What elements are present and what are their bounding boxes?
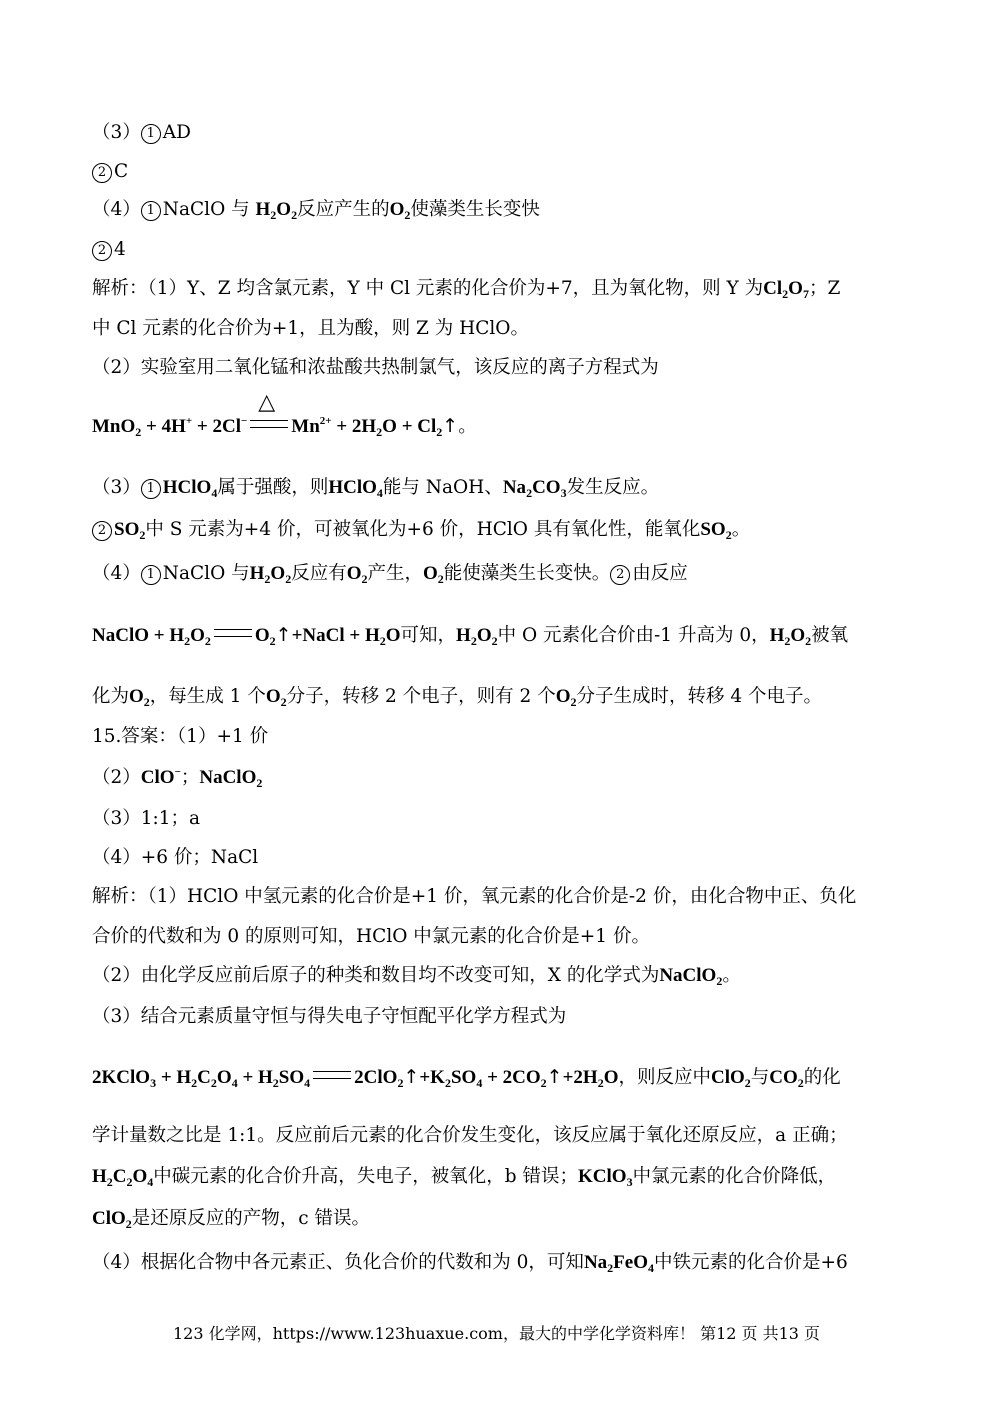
text: 中碳元素的化合价升高，失电子，被氧化，b 错误； [153, 1166, 579, 1187]
circled-number: 2 [92, 241, 112, 261]
circled-number: 1 [141, 565, 161, 585]
formula-h2o2: $H_2O_2$ [249, 563, 292, 586]
formula-so2: $SO_2$ [114, 519, 146, 542]
circled-number: 1 [141, 479, 161, 499]
analysis-15-2 [92, 964, 741, 988]
formula-h2o2: $H_2O_2$ [769, 625, 812, 648]
formula-h2c2o4: $H_2C_2O_4$ [92, 1166, 154, 1189]
analysis-1-cont: 中 Cl 元素的化合价为+1，且为酸，则 Z 为 HClO。 [92, 318, 529, 339]
analysis-4-cont [92, 685, 822, 709]
formula-naclo2: NaClO$_2$ [199, 767, 263, 790]
formula-equation: MnO$_2$ + 4H+ + 2Cl− △ $Mn^{2+} + 2H_2O$ + $Cl_2↑$ [92, 390, 459, 439]
delta-icon: △ [258, 390, 276, 415]
formula-na2feo4: $Na_2FeO_4$ [583, 1252, 654, 1275]
text: 属于强酸，则 [217, 477, 329, 498]
formula-hclo4: HClO$_4$ [328, 477, 383, 500]
analysis-4 [92, 562, 688, 586]
text: ，每生成 1 个 [149, 686, 266, 707]
analysis-3 [92, 476, 659, 500]
up-arrow-icon: ↑ [275, 624, 292, 646]
page-footer: 123 化学网，https://www.123huaxue.com，最大的中学化学资料库！ 第12 页 共13 页 [172, 1324, 821, 1343]
text: 分子生成时，转移 4 个电子。 [576, 686, 823, 707]
circled-number: 2 [610, 565, 630, 585]
formula-kclo3: KClO$_3$ [578, 1166, 633, 1189]
formula-cl2o7: $Cl_2O_7$ [763, 278, 809, 301]
formula-h2o2: $H_2O_2$ [255, 199, 298, 222]
formula-equation: NaClO + $H_2O_2$ $O_2↑+NaCl + H_2O$ [92, 624, 401, 648]
formula-equation: 2KClO$_3$ + $H_2C_2O_4 + H_2SO_4$ $2ClO_2↑+K_2SO_4$ + $2CO_2↑+2H_2O$ [92, 1066, 619, 1090]
circled-number: 2 [92, 521, 112, 541]
equation-naclo [92, 623, 848, 648]
analysis-15-3-cont: 学计量数之比是 1:1。反应前后元素的化合价发生变化，该反应属于氧化还原反应，a 正确； [92, 1125, 848, 1146]
text: 反应产生的 [297, 199, 390, 220]
heating-equals-sign [250, 390, 288, 428]
formula-o2: $O_2$ [346, 563, 368, 586]
text: 能与 NaOH、 [382, 477, 503, 498]
circled-number: 1 [141, 124, 161, 144]
circled-number: 2 [92, 163, 112, 183]
formula-h2o2: $H_2O_2$ [456, 625, 498, 648]
text: ； [180, 767, 200, 788]
text: 化为 [92, 686, 130, 707]
text: 分子，转移 2 个电子，则有 2 个 [286, 686, 556, 707]
answer-3-2 [92, 160, 128, 184]
text: 中 O 元素化合价由-1 升高为 0， [497, 625, 770, 646]
circled-number: 1 [141, 201, 161, 221]
equation-mno2 [92, 390, 477, 439]
equals-sign [214, 629, 252, 637]
analysis-15-3-c [92, 1207, 370, 1231]
formula-o2: $O_2$ [265, 686, 287, 709]
formula-o2: $O_2$ [389, 199, 411, 222]
text: ；Z [808, 278, 841, 299]
text: （3） [92, 477, 141, 498]
text: 发生反应。 [566, 477, 660, 498]
text: 被氧 [811, 625, 849, 646]
up-arrow-icon: ↑ [442, 415, 459, 437]
text: 使藻类生长变快 [410, 199, 540, 220]
text: ，则反应中 [618, 1067, 711, 1088]
formula-na2co3: $Na_2CO_3$ [502, 477, 567, 500]
formula-hclo4: HClO$_4$ [162, 477, 218, 500]
text: 。 [722, 965, 741, 986]
up-arrow-icon: ↑ [403, 1066, 420, 1088]
text: （2） [92, 767, 141, 788]
text: 可知， [400, 625, 457, 646]
text: 的化 [803, 1067, 841, 1088]
text: 。 [458, 416, 477, 437]
analysis-15-4 [92, 1251, 848, 1275]
text: 4 [114, 239, 126, 260]
analysis-15-3-b [92, 1165, 836, 1189]
answer-15-3: （3）1:1；a [92, 808, 201, 829]
formula-co2: $CO_2$ [769, 1067, 804, 1090]
text: 产生， [367, 563, 423, 584]
formula-so2: $SO_2$ [700, 519, 732, 542]
text: （2）由化学反应前后原子的种类和数目均不改变可知，X 的化学式为 [92, 965, 660, 986]
equation-kclo3 [92, 1065, 841, 1090]
analysis-15-3: （3）结合元素质量守恒与得失电子守恒配平化学方程式为 [92, 1006, 567, 1027]
text: NaClO 与 [162, 563, 250, 584]
answer-15-1: 15.答案：（1）+1 价 [92, 726, 269, 747]
text: C [114, 161, 129, 182]
analysis-3-2 [92, 518, 750, 542]
answer-4 [92, 198, 540, 222]
text: NaClO 与 [162, 199, 250, 220]
formula-o2: $O_2$ [555, 686, 577, 709]
formula-clo-ion: ClO− [140, 766, 181, 788]
analysis-1 [92, 277, 840, 301]
text: （4） [92, 563, 141, 584]
equals-sign [313, 1071, 351, 1079]
formula-clo2: ClO$_2$ [710, 1067, 751, 1090]
text: 中铁元素的化合价是+6 [654, 1252, 848, 1273]
formula-clo2: ClO$_2$ [92, 1208, 132, 1231]
text: 中 S 元素为+4 价，可被氧化为+6 价，HClO 具有氧化性，能氧化 [145, 519, 701, 540]
text: （4）根据化合物中各元素正、负化合价的代数和为 0，可知 [92, 1252, 584, 1273]
text: 。 [731, 519, 751, 540]
text: 与 [750, 1067, 770, 1088]
answer-15-4: （4）+6 价；NaCl [92, 847, 259, 868]
analysis-15-1-cont: 合价的代数和为 0 的原则可知，HClO 中氯元素的化合价是+1 价。 [92, 926, 650, 947]
text: 反应有 [291, 563, 347, 584]
analysis-15-1: 解析：（1）HClO 中氢元素的化合价是+1 价，氧元素的化合价是-2 价，由化合物中正、负化 [92, 886, 857, 907]
formula-o2: $O_2$ [423, 563, 444, 586]
text: 能使藻类生长变快。 [443, 563, 611, 584]
up-arrow-icon: ↑ [546, 1066, 563, 1088]
text: 是还原反应的产物，c 错误。 [131, 1208, 371, 1229]
text: （4） [92, 199, 141, 220]
text: 解析：（1）Y、Z 均含氯元素，Y 中 Cl 元素的化合价为+7，且为氧化物，则 Y 为 [92, 278, 764, 299]
answer-3 [92, 121, 191, 145]
answer-4-2 [92, 238, 126, 262]
formula-o2: $O_2$ [129, 686, 150, 709]
text: （3） [92, 122, 141, 143]
text: 中氯元素的化合价降低， [632, 1166, 837, 1187]
text: 由反应 [632, 563, 688, 584]
answer-15-2 [92, 766, 262, 790]
analysis-2: （2）实验室用二氧化锰和浓盐酸共热制氯气，该反应的离子方程式为 [92, 357, 659, 378]
formula-naclo2: NaClO$_2$ [659, 965, 723, 988]
text: AD [162, 122, 191, 143]
